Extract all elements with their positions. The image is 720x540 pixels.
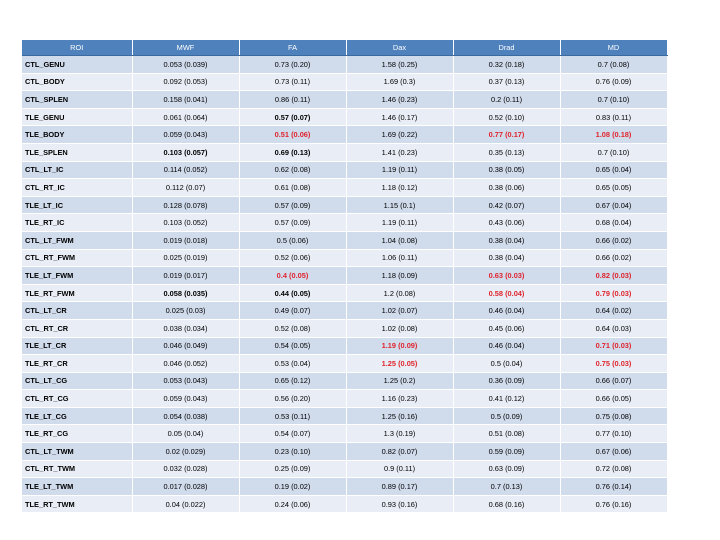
cell-mwf: 0.103 (0.057)	[132, 143, 239, 161]
cell-dax: 1.19 (0.09)	[346, 337, 453, 355]
cell-fa: 0.57 (0.07)	[239, 108, 346, 126]
cell-drad: 0.63 (0.09)	[453, 460, 560, 478]
cell-drad: 0.58 (0.04)	[453, 284, 560, 302]
cell-fa: 0.54 (0.07)	[239, 425, 346, 443]
cell-roi: TLE_RT_TWM	[22, 495, 132, 513]
cell-mwf: 0.053 (0.043)	[132, 372, 239, 390]
table-row	[22, 267, 667, 285]
cell-fa: 0.62 (0.08)	[239, 161, 346, 179]
cell-roi: CTL_RT_TWM	[22, 460, 132, 478]
cell-drad: 0.38 (0.04)	[453, 249, 560, 267]
cell-drad: 0.51 (0.08)	[453, 425, 560, 443]
cell-dax: 1.02 (0.08)	[346, 319, 453, 337]
cell-dax: 1.19 (0.11)	[346, 161, 453, 179]
header-md: MD	[560, 40, 667, 56]
cell-drad: 0.38 (0.04)	[453, 231, 560, 249]
cell-dax: 1.25 (0.16)	[346, 407, 453, 425]
cell-fa: 0.5 (0.06)	[239, 231, 346, 249]
cell-fa: 0.53 (0.04)	[239, 355, 346, 373]
cell-dax: 1.18 (0.12)	[346, 179, 453, 197]
cell-md: 0.75 (0.08)	[560, 407, 667, 425]
cell-drad: 0.45 (0.06)	[453, 319, 560, 337]
cell-mwf: 0.059 (0.043)	[132, 390, 239, 408]
table-row	[22, 143, 667, 161]
cell-md: 0.76 (0.09)	[560, 73, 667, 91]
cell-dax: 0.82 (0.07)	[346, 443, 453, 461]
cell-mwf: 0.046 (0.052)	[132, 355, 239, 373]
cell-mwf: 0.038 (0.034)	[132, 319, 239, 337]
cell-dax: 1.2 (0.08)	[346, 284, 453, 302]
cell-dax: 1.69 (0.22)	[346, 126, 453, 144]
cell-fa: 0.25 (0.09)	[239, 460, 346, 478]
table-row	[22, 126, 667, 144]
cell-drad: 0.52 (0.10)	[453, 108, 560, 126]
cell-md: 0.66 (0.05)	[560, 390, 667, 408]
table-row	[22, 319, 667, 337]
cell-dax: 0.93 (0.16)	[346, 495, 453, 513]
cell-roi: TLE_LT_IC	[22, 196, 132, 214]
cell-roi: CTL_LT_TWM	[22, 443, 132, 461]
cell-fa: 0.23 (0.10)	[239, 443, 346, 461]
cell-fa: 0.53 (0.11)	[239, 407, 346, 425]
cell-roi: TLE_GENU	[22, 108, 132, 126]
cell-roi: CTL_LT_FWM	[22, 231, 132, 249]
cell-dax: 1.58 (0.25)	[346, 56, 453, 74]
header-fa: FA	[239, 40, 346, 56]
cell-roi: TLE_RT_CR	[22, 355, 132, 373]
cell-dax: 1.69 (0.3)	[346, 73, 453, 91]
cell-md: 0.82 (0.03)	[560, 267, 667, 285]
cell-roi: CTL_RT_IC	[22, 179, 132, 197]
cell-roi: TLE_SPLEN	[22, 143, 132, 161]
cell-md: 0.76 (0.14)	[560, 478, 667, 496]
cell-md: 0.7 (0.08)	[560, 56, 667, 74]
cell-fa: 0.52 (0.06)	[239, 249, 346, 267]
cell-fa: 0.4 (0.05)	[239, 267, 346, 285]
results-table-container	[22, 40, 667, 513]
cell-dax: 1.25 (0.2)	[346, 372, 453, 390]
cell-md: 0.7 (0.10)	[560, 91, 667, 109]
cell-fa: 0.69 (0.13)	[239, 143, 346, 161]
cell-drad: 0.46 (0.04)	[453, 337, 560, 355]
cell-md: 0.65 (0.05)	[560, 179, 667, 197]
cell-roi: CTL_LT_CG	[22, 372, 132, 390]
cell-drad: 0.35 (0.13)	[453, 143, 560, 161]
cell-fa: 0.73 (0.11)	[239, 73, 346, 91]
cell-drad: 0.38 (0.05)	[453, 161, 560, 179]
cell-md: 0.72 (0.08)	[560, 460, 667, 478]
cell-md: 0.64 (0.03)	[560, 319, 667, 337]
table-row	[22, 56, 667, 74]
cell-md: 0.76 (0.16)	[560, 495, 667, 513]
cell-roi: CTL_SPLEN	[22, 91, 132, 109]
cell-md: 0.66 (0.02)	[560, 249, 667, 267]
cell-dax: 1.16 (0.23)	[346, 390, 453, 408]
table-row	[22, 214, 667, 232]
cell-fa: 0.86 (0.11)	[239, 91, 346, 109]
cell-roi: CTL_GENU	[22, 56, 132, 74]
cell-mwf: 0.019 (0.017)	[132, 267, 239, 285]
cell-roi: TLE_RT_FWM	[22, 284, 132, 302]
cell-dax: 0.9 (0.11)	[346, 460, 453, 478]
table-row	[22, 231, 667, 249]
cell-dax: 1.19 (0.11)	[346, 214, 453, 232]
table-row	[22, 249, 667, 267]
table-row	[22, 355, 667, 373]
cell-md: 0.83 (0.11)	[560, 108, 667, 126]
table-row	[22, 108, 667, 126]
cell-dax: 1.3 (0.19)	[346, 425, 453, 443]
cell-fa: 0.56 (0.20)	[239, 390, 346, 408]
header-mwf: MWF	[132, 40, 239, 56]
cell-drad: 0.7 (0.13)	[453, 478, 560, 496]
cell-roi: TLE_RT_IC	[22, 214, 132, 232]
cell-drad: 0.41 (0.12)	[453, 390, 560, 408]
cell-mwf: 0.032 (0.028)	[132, 460, 239, 478]
cell-drad: 0.37 (0.13)	[453, 73, 560, 91]
cell-md: 0.7 (0.10)	[560, 143, 667, 161]
cell-md: 0.66 (0.07)	[560, 372, 667, 390]
table-row	[22, 407, 667, 425]
cell-mwf: 0.112 (0.07)	[132, 179, 239, 197]
cell-mwf: 0.025 (0.03)	[132, 302, 239, 320]
cell-md: 0.68 (0.04)	[560, 214, 667, 232]
cell-roi: TLE_BODY	[22, 126, 132, 144]
cell-roi: TLE_LT_CG	[22, 407, 132, 425]
cell-mwf: 0.054 (0.038)	[132, 407, 239, 425]
cell-mwf: 0.046 (0.049)	[132, 337, 239, 355]
cell-drad: 0.43 (0.06)	[453, 214, 560, 232]
cell-mwf: 0.158 (0.041)	[132, 91, 239, 109]
cell-mwf: 0.061 (0.064)	[132, 108, 239, 126]
cell-roi: TLE_LT_FWM	[22, 267, 132, 285]
cell-dax: 1.41 (0.23)	[346, 143, 453, 161]
cell-mwf: 0.025 (0.019)	[132, 249, 239, 267]
cell-roi: CTL_BODY	[22, 73, 132, 91]
cell-fa: 0.54 (0.05)	[239, 337, 346, 355]
cell-fa: 0.52 (0.08)	[239, 319, 346, 337]
table-header	[22, 40, 667, 56]
cell-fa: 0.49 (0.07)	[239, 302, 346, 320]
cell-fa: 0.24 (0.06)	[239, 495, 346, 513]
cell-drad: 0.77 (0.17)	[453, 126, 560, 144]
cell-drad: 0.46 (0.04)	[453, 302, 560, 320]
table-row	[22, 91, 667, 109]
cell-drad: 0.32 (0.18)	[453, 56, 560, 74]
cell-roi: TLE_LT_CR	[22, 337, 132, 355]
cell-drad: 0.36 (0.09)	[453, 372, 560, 390]
cell-fa: 0.57 (0.09)	[239, 214, 346, 232]
cell-mwf: 0.058 (0.035)	[132, 284, 239, 302]
table-row	[22, 390, 667, 408]
table-row	[22, 179, 667, 197]
cell-drad: 0.63 (0.03)	[453, 267, 560, 285]
cell-fa: 0.61 (0.08)	[239, 179, 346, 197]
cell-roi: CTL_LT_CR	[22, 302, 132, 320]
table-row	[22, 73, 667, 91]
cell-drad: 0.42 (0.07)	[453, 196, 560, 214]
cell-md: 0.79 (0.03)	[560, 284, 667, 302]
cell-drad: 0.38 (0.06)	[453, 179, 560, 197]
cell-roi: CTL_RT_CG	[22, 390, 132, 408]
cell-dax: 1.15 (0.1)	[346, 196, 453, 214]
cell-dax: 1.46 (0.23)	[346, 91, 453, 109]
cell-fa: 0.44 (0.05)	[239, 284, 346, 302]
cell-drad: 0.59 (0.09)	[453, 443, 560, 461]
cell-dax: 1.25 (0.05)	[346, 355, 453, 373]
cell-fa: 0.51 (0.06)	[239, 126, 346, 144]
cell-fa: 0.19 (0.02)	[239, 478, 346, 496]
cell-mwf: 0.053 (0.039)	[132, 56, 239, 74]
cell-mwf: 0.017 (0.028)	[132, 478, 239, 496]
cell-md: 0.65 (0.04)	[560, 161, 667, 179]
table-row	[22, 372, 667, 390]
cell-mwf: 0.092 (0.053)	[132, 73, 239, 91]
cell-mwf: 0.128 (0.078)	[132, 196, 239, 214]
cell-dax: 1.04 (0.08)	[346, 231, 453, 249]
cell-md: 0.64 (0.02)	[560, 302, 667, 320]
table-row	[22, 443, 667, 461]
roi-metrics-table	[22, 40, 668, 513]
cell-mwf: 0.059 (0.043)	[132, 126, 239, 144]
cell-roi: CTL_RT_FWM	[22, 249, 132, 267]
cell-mwf: 0.019 (0.018)	[132, 231, 239, 249]
table-row	[22, 337, 667, 355]
cell-dax: 1.06 (0.11)	[346, 249, 453, 267]
table-body	[22, 56, 667, 513]
cell-dax: 1.18 (0.09)	[346, 267, 453, 285]
cell-mwf: 0.05 (0.04)	[132, 425, 239, 443]
table-row	[22, 196, 667, 214]
table-row	[22, 284, 667, 302]
cell-roi: CTL_LT_IC	[22, 161, 132, 179]
header-row	[22, 40, 667, 56]
cell-mwf: 0.114 (0.052)	[132, 161, 239, 179]
cell-mwf: 0.04 (0.022)	[132, 495, 239, 513]
cell-md: 0.67 (0.06)	[560, 443, 667, 461]
table-row	[22, 425, 667, 443]
cell-dax: 0.89 (0.17)	[346, 478, 453, 496]
cell-md: 0.66 (0.02)	[560, 231, 667, 249]
cell-fa: 0.65 (0.12)	[239, 372, 346, 390]
cell-mwf: 0.02 (0.029)	[132, 443, 239, 461]
header-drad: Drad	[453, 40, 560, 56]
cell-fa: 0.57 (0.09)	[239, 196, 346, 214]
cell-md: 0.67 (0.04)	[560, 196, 667, 214]
cell-md: 0.75 (0.03)	[560, 355, 667, 373]
cell-roi: TLE_LT_TWM	[22, 478, 132, 496]
header-dax: Dax	[346, 40, 453, 56]
cell-fa: 0.73 (0.20)	[239, 56, 346, 74]
cell-roi: TLE_RT_CG	[22, 425, 132, 443]
cell-md: 0.71 (0.03)	[560, 337, 667, 355]
cell-dax: 1.46 (0.17)	[346, 108, 453, 126]
cell-md: 0.77 (0.10)	[560, 425, 667, 443]
table-row	[22, 460, 667, 478]
cell-dax: 1.02 (0.07)	[346, 302, 453, 320]
table-row	[22, 478, 667, 496]
cell-drad: 0.5 (0.04)	[453, 355, 560, 373]
table-row	[22, 161, 667, 179]
cell-roi: CTL_RT_CR	[22, 319, 132, 337]
cell-drad: 0.68 (0.16)	[453, 495, 560, 513]
cell-drad: 0.2 (0.11)	[453, 91, 560, 109]
table-row	[22, 495, 667, 513]
cell-md: 1.08 (0.18)	[560, 126, 667, 144]
cell-mwf: 0.103 (0.052)	[132, 214, 239, 232]
header-roi: ROI	[22, 40, 132, 56]
cell-drad: 0.5 (0.09)	[453, 407, 560, 425]
table-row	[22, 302, 667, 320]
